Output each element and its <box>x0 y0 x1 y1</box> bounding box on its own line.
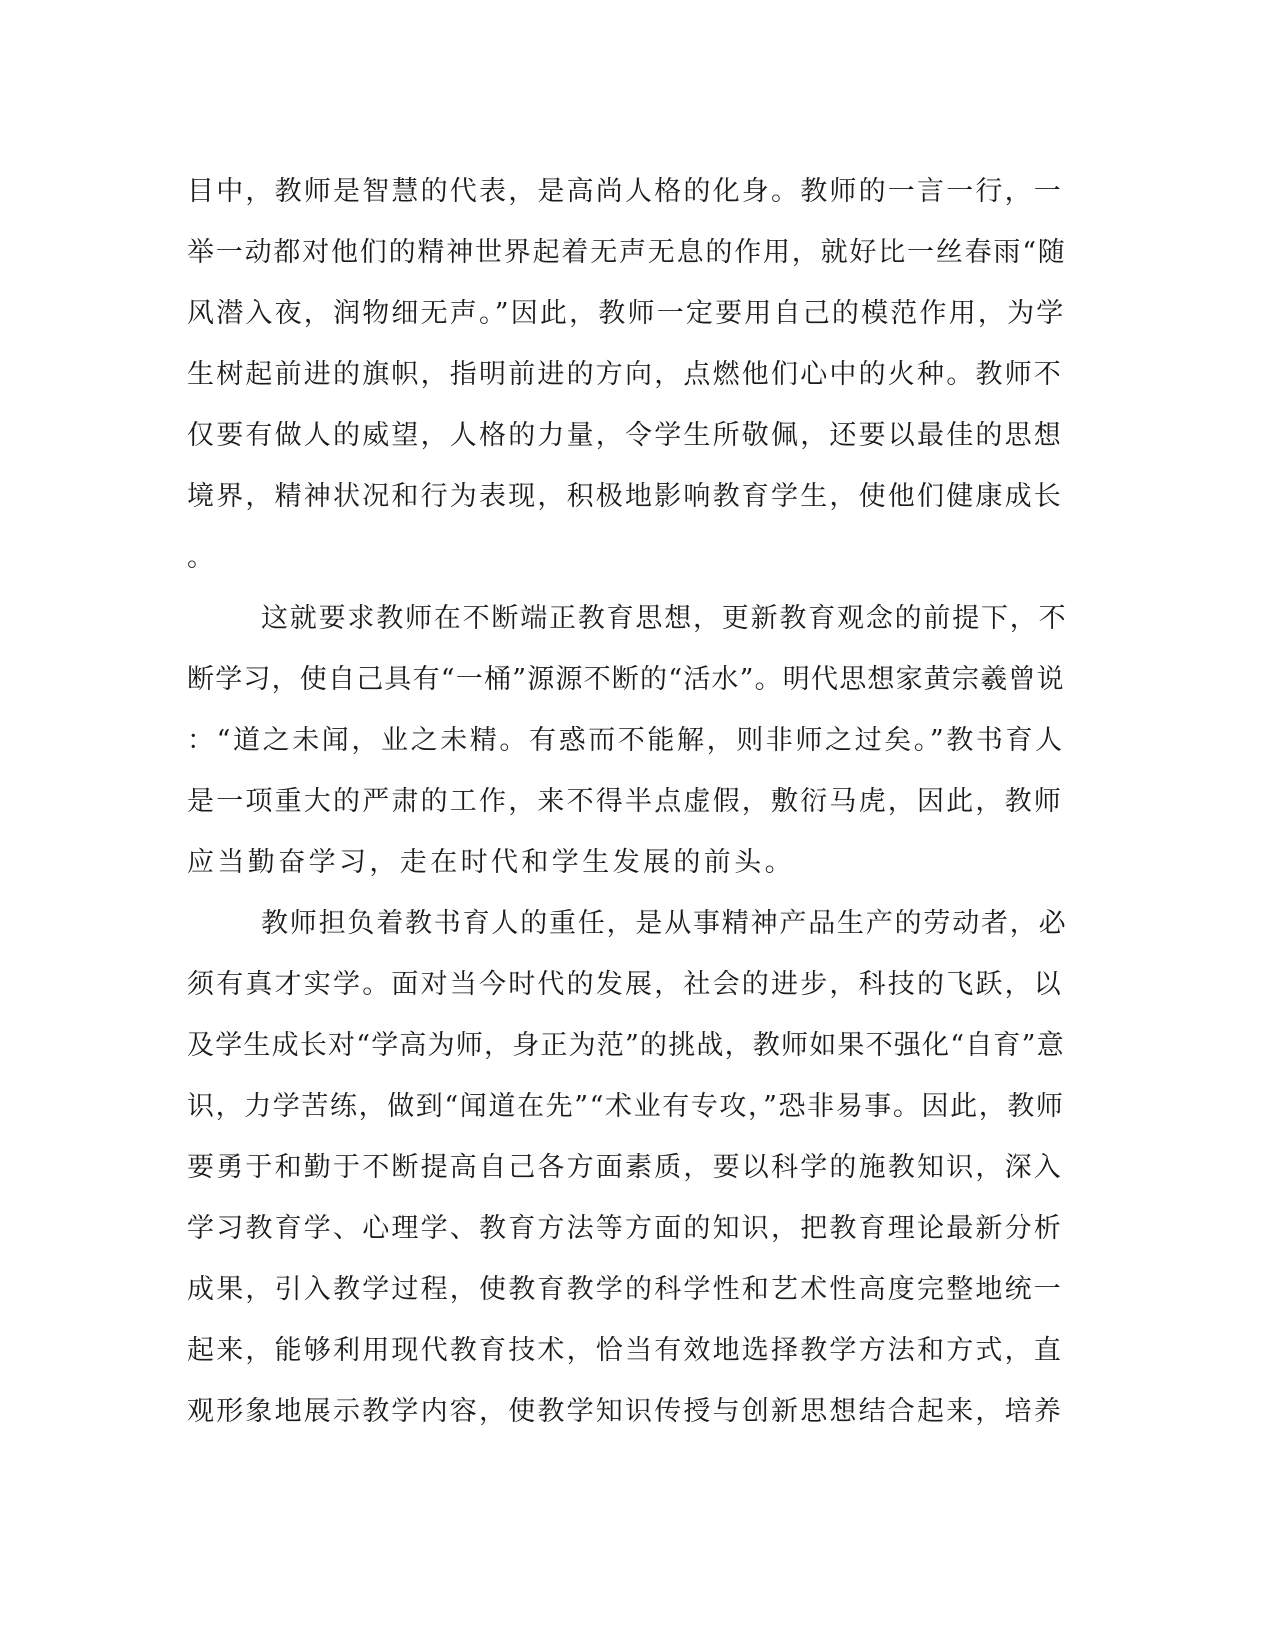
text-line: 断学习，使自己具有“一桶”源源不断的“活水”。明代思想家黄宗羲曾说 <box>187 664 1065 695</box>
text-line: 风潜入夜，润物细无声。”因此，教师一定要用自己的模范作用，为学 <box>187 298 1066 329</box>
text-line: 应当勤奋学习，走在时代和学生发展的前头。 <box>187 847 795 878</box>
text-line: 观形象地展示教学内容，使教学知识传授与创新思想结合起来，培养 <box>187 1396 1063 1427</box>
text-line: 举一动都对他们的精神世界起着无声无息的作用，就好比一丝春雨“随 <box>187 237 1067 268</box>
text-line: 须有真才实学。面对当今时代的发展，社会的进步，科技的飞跃，以 <box>187 969 1063 1000</box>
text-line: 生树起前进的旗帜，指明前进的方向，点燃他们心中的火种。教师不 <box>187 359 1063 390</box>
text-line: 境界，精神状况和行为表现，积极地影响教育学生，使他们健康成长 <box>187 481 1063 512</box>
text-line: 及学生成长对“学高为师，身正为范”的挑战，教师如果不强化“自育”意 <box>187 1030 1065 1061</box>
body-text <box>187 161 1067 1442</box>
text-line: 目中，教师是智慧的代表，是高尚人格的化身。教师的一言一行，一 <box>187 176 1063 207</box>
text-line: 。 <box>187 542 218 573</box>
text-line: 是一项重大的严肃的工作，来不得半点虚假，敷衍马虎，因此，教师 <box>187 786 1063 817</box>
text-line: ：“道之未闻，业之未精。有惑而不能解，则非师之过矣。”教书育人 <box>187 725 1065 756</box>
text-line: 学习教育学、心理学、教育方法等方面的知识，把教育理论最新分析 <box>187 1213 1063 1244</box>
paragraph-1 <box>187 161 1067 588</box>
text-line: 这就要求教师在不断端正教育思想，更新教育观念的前提下，不 <box>261 603 1068 634</box>
text-line: 教师担负着教书育人的重任，是从事精神产品生产的劳动者，必 <box>261 908 1068 939</box>
text-line: 仅要有做人的威望，人格的力量，令学生所敬佩，还要以最佳的思想 <box>187 420 1063 451</box>
text-line: 要勇于和勤于不断提高自己各方面素质，要以科学的施教知识，深入 <box>187 1152 1063 1183</box>
paragraph-3 <box>187 893 1067 1442</box>
text-line: 识，力学苦练，做到“闻道在先”“术业有专攻，”恐非易事。因此，教师 <box>187 1091 1065 1122</box>
paragraph-2 <box>187 588 1067 893</box>
text-line: 成果，引入教学过程，使教育教学的科学性和艺术性高度完整地统一 <box>187 1274 1063 1305</box>
text-line: 起来，能够利用现代教育技术，恰当有效地选择教学方法和方式，直 <box>187 1335 1063 1366</box>
